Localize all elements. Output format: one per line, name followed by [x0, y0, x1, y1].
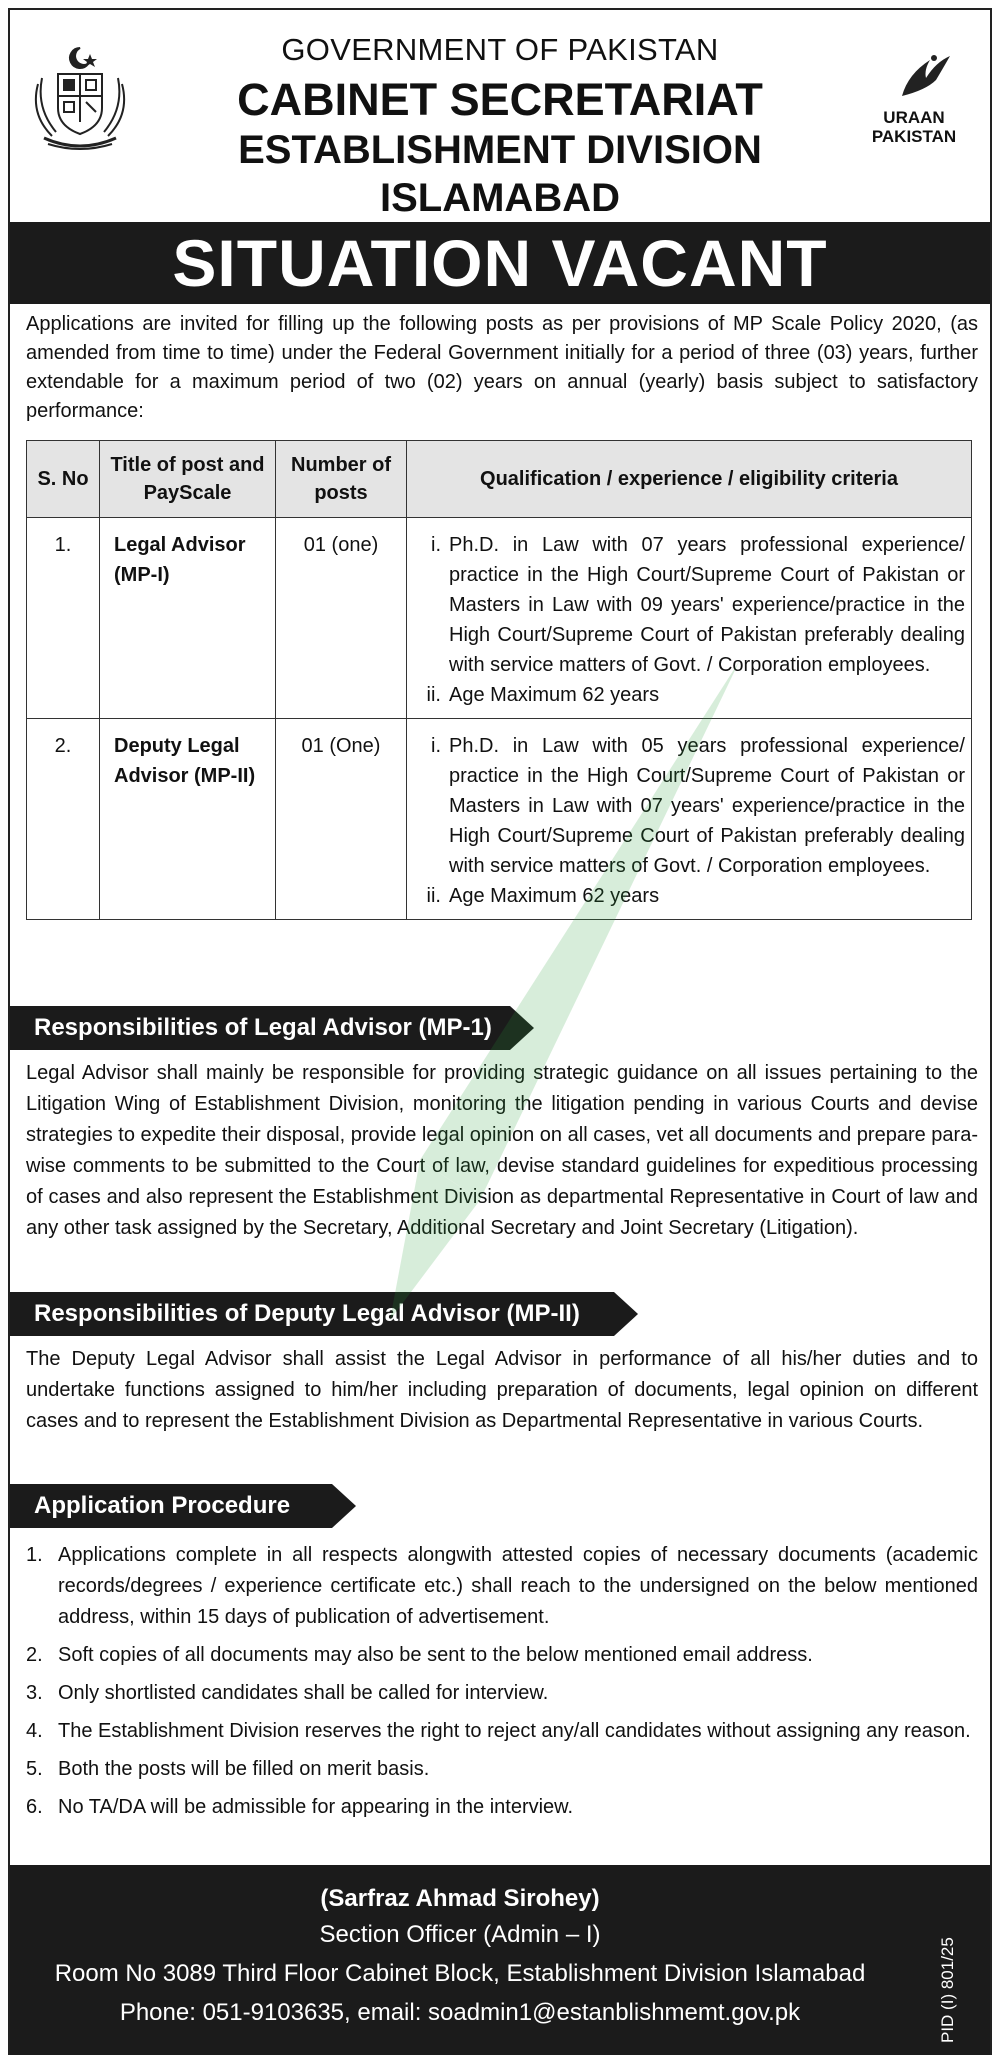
criteria-item	[413, 881, 965, 911]
procedure-list	[26, 1540, 978, 1830]
cell-title: Deputy Legal Advisor (MP-II)	[100, 719, 276, 920]
list-text: Applications complete in all respects alongwith attested copies of necessary documents (academic records/degrees / experience certificate etc.) shall reach to the undersigned on the below mentioned address, within 15 days of publication of advertisement.	[58, 1544, 978, 1628]
criteria-marker: ii.	[426, 885, 441, 907]
application-procedure-heading: Application Procedure	[10, 1484, 332, 1528]
legal-advisor-paragraph: Legal Advisor shall mainly be responsible for providing strategic guidance on all issues pertaining to the Litigation Wing of Establishment Division, monitoring the litigation pending in various Courts and devise strategies to expedite their disposal, provide legal opinion on all cases, vet all documents and prepare para-wise comments to be submitted to the Court of law, devise standard guidelines for expeditious processing of cases and also represent the Establishment Division as departmental Representative in Court of law and any other task assigned by the Secretary, Additional Secretary and Joint Secretary (Litigation).	[26, 1062, 978, 1239]
cell-sno: 2.	[27, 719, 100, 920]
cell-criteria	[407, 518, 972, 719]
criteria-marker: i.	[431, 534, 441, 556]
uraan-pakistan-logo	[846, 46, 982, 166]
city-title: ISLAMABAD	[380, 176, 620, 220]
list-item	[26, 1540, 978, 1633]
division-title: ESTABLISHMENT DIVISION	[238, 128, 762, 172]
posts-table	[26, 440, 972, 920]
criteria-marker: i.	[431, 735, 441, 757]
col-header-criteria: Qualification / experience / eligibility criteria	[407, 441, 972, 518]
cell-criteria	[407, 719, 972, 920]
government-title: GOVERNMENT OF PAKISTAN	[281, 32, 719, 67]
legal-advisor-heading: Responsibilities of Legal Advisor (MP-1)	[10, 1006, 510, 1050]
cell-number: 01 (One)	[276, 719, 407, 920]
list-text: Only shortlisted candidates shall be called for interview.	[58, 1682, 549, 1704]
list-number: 2.	[26, 1644, 43, 1666]
criteria-text: Age Maximum 62 years	[449, 885, 660, 907]
list-item	[26, 1792, 978, 1823]
header	[10, 10, 990, 222]
criteria-text: Age Maximum 62 years	[449, 684, 660, 706]
office-address: Room No 3089 Third Floor Cabinet Block, Establishment Division Islamabad	[54, 1960, 866, 1987]
deputy-legal-advisor-heading: Responsibilities of Deputy Legal Advisor (MP-II)	[10, 1292, 614, 1336]
col-header-title: Title of post and PayScale	[100, 441, 276, 518]
logo-text: URAAN PAKISTAN	[871, 108, 957, 146]
cell-sno: 1.	[27, 518, 100, 719]
cabinet-title: CABINET SECRETARIAT	[237, 74, 763, 125]
cell-title: Legal Advisor (MP-I)	[100, 518, 276, 719]
officer-designation: Section Officer (Admin – I)	[319, 1921, 601, 1948]
list-item	[26, 1754, 978, 1785]
intro-paragraph: Applications are invited for filling up the following posts as per provisions of MP Scale Policy 2020, (as amended from time to time) under the Federal Government initially for a period of three (03) years, further extendable for a maximum period of two (02) years on annual (yearly) basis subject to satisfactory performance:	[26, 313, 978, 422]
deputy-legal-advisor-paragraph: The Deputy Legal Advisor shall assist the Legal Advisor in performance of all his/her duties and to undertake functions assigned to him/her including preparation of documents, legal opinion on different cases and to represent the Establishment Division as Departmental Representative in various Courts.	[26, 1348, 978, 1432]
list-number: 3.	[26, 1682, 43, 1704]
list-number: 1.	[26, 1544, 43, 1566]
cell-number: 01 (one)	[276, 518, 407, 719]
list-number: 4.	[26, 1720, 43, 1742]
list-number: 6.	[26, 1796, 43, 1818]
list-text: Both the posts will be filled on merit basis.	[58, 1758, 430, 1780]
list-text: The Establishment Division reserves the right to reject any/all candidates without assigning any reason.	[58, 1720, 971, 1742]
contact-info: Phone: 051-9103635, email: soadmin1@estanblishmemt.gov.pk	[119, 1999, 801, 2026]
criteria-item	[413, 680, 965, 710]
situation-vacant-banner: SITUATION VACANT	[10, 222, 990, 304]
table-header-row	[27, 441, 972, 518]
pid-number: PID (I) 801/25	[938, 1937, 957, 2043]
criteria-marker: ii.	[426, 684, 441, 706]
list-number: 5.	[26, 1758, 43, 1780]
list-text: No TA/DA will be admissible for appearing in the interview.	[58, 1796, 574, 1818]
criteria-text: Ph.D. in Law with 07 years professional experience/ practice in the High Court/Supreme Court of Pakistan or Masters in Law with 09 years' experience/practice in the High Court/Supreme Court of Pakistan preferably dealing with service matters of Govt. / Corporation employees.	[449, 534, 965, 676]
criteria-item	[413, 530, 965, 680]
bird-icon	[846, 46, 982, 106]
footer-contact-block	[10, 1865, 990, 2055]
list-text: Soft copies of all documents may also be sent to the below mentioned email address.	[58, 1644, 813, 1666]
list-item	[26, 1640, 978, 1671]
col-header-sno: S. No	[27, 441, 100, 518]
table-row	[27, 518, 972, 719]
list-item	[26, 1678, 978, 1709]
col-header-number: Number of posts	[276, 441, 407, 518]
officer-name: (Sarfraz Ahmad Sirohey)	[320, 1885, 600, 1912]
criteria-text: Ph.D. in Law with 05 years professional experience/ practice in the High Court/Supreme Court of Pakistan or Masters in Law with 07 years' experience/practice in the High Court/Supreme Court of Pakistan preferably dealing with service matters of Govt. / Corporation employees.	[449, 735, 965, 877]
table-row	[27, 719, 972, 920]
list-item	[26, 1716, 978, 1747]
criteria-item	[413, 731, 965, 881]
